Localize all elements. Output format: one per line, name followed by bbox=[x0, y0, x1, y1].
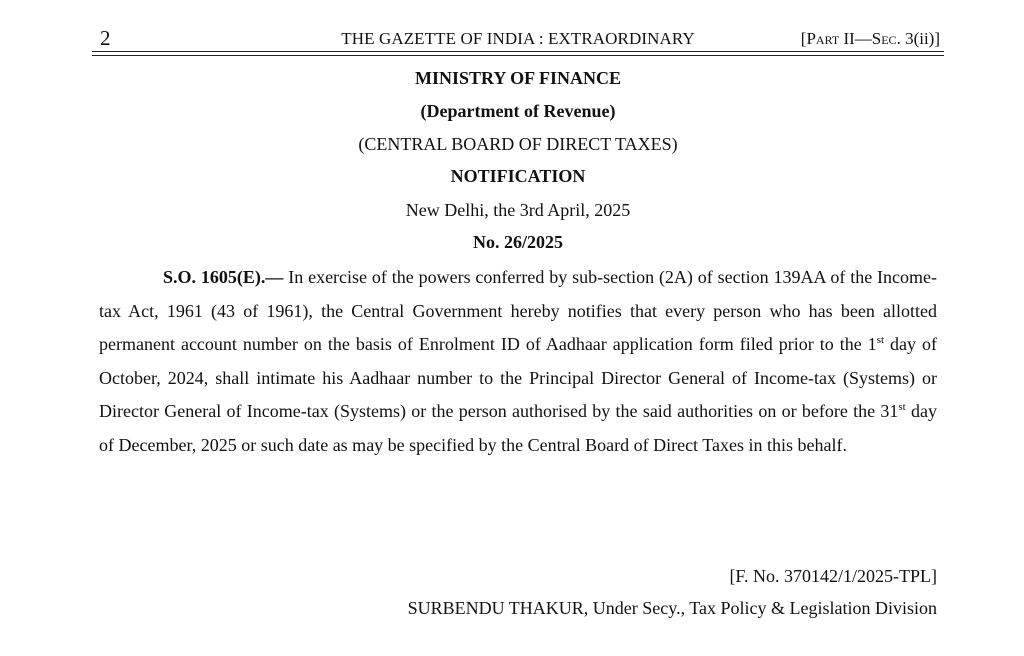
board-heading: (CENTRAL BOARD OF DIRECT TAXES) bbox=[358, 134, 678, 154]
page-number: 2 bbox=[100, 26, 111, 50]
place-date: New Delhi, the 3rd April, 2025 bbox=[405, 200, 631, 220]
header-rule-top bbox=[92, 51, 944, 52]
file-number: [F. No. 370142/1/2025-TPL] bbox=[729, 566, 937, 586]
notification-heading: NOTIFICATION bbox=[450, 166, 586, 186]
superscript-2: st bbox=[898, 401, 906, 413]
notification-number: No. 26/2025 bbox=[473, 232, 563, 252]
department-heading: (Department of Revenue) bbox=[420, 101, 616, 121]
so-number: S.O. 1605(E).— bbox=[163, 267, 284, 287]
sec-end: . 3(ii)] bbox=[896, 29, 940, 48]
superscript-1: st bbox=[876, 334, 885, 346]
body-part-2: day of October, 2024, shall intimate his Aadhaar number to the Principal Director General of Income-tax (Systems) or Director General of Income-tax (Systems) or the person authorised by the said authorities on or before the 31 bbox=[99, 334, 938, 421]
body-part-1: In exercise of the powers conferred by sub-section (2A) of section 139AA of the Income-tax Act, 1961 (43 of 1961), the Central Government hereby notifies that every person who has been allotted permanent account number on the basis of Enrolment ID of Aadhaar application form filed prior to the 1 bbox=[99, 267, 938, 354]
body-part-3: day of December, 2025 or such date as may be specified by the Central Board of Direct Taxes in this behalf. bbox=[99, 401, 937, 455]
part-open: [P bbox=[800, 29, 816, 48]
signatory: SURBENDU THAKUR, Under Secy., Tax Policy & Legislation Division bbox=[407, 598, 937, 618]
notification-body bbox=[99, 261, 937, 462]
sec-rest: ec bbox=[881, 29, 897, 48]
part-section-label bbox=[801, 29, 940, 49]
ministry-heading: MINISTRY OF FINANCE bbox=[414, 68, 622, 88]
page-header bbox=[92, 24, 944, 50]
gazette-title: THE GAZETTE OF INDIA : EXTRAORDINARY bbox=[341, 29, 695, 48]
header-rule-bottom bbox=[92, 55, 944, 56]
part-mid: II—S bbox=[839, 29, 882, 48]
part-rest: art bbox=[815, 29, 840, 48]
